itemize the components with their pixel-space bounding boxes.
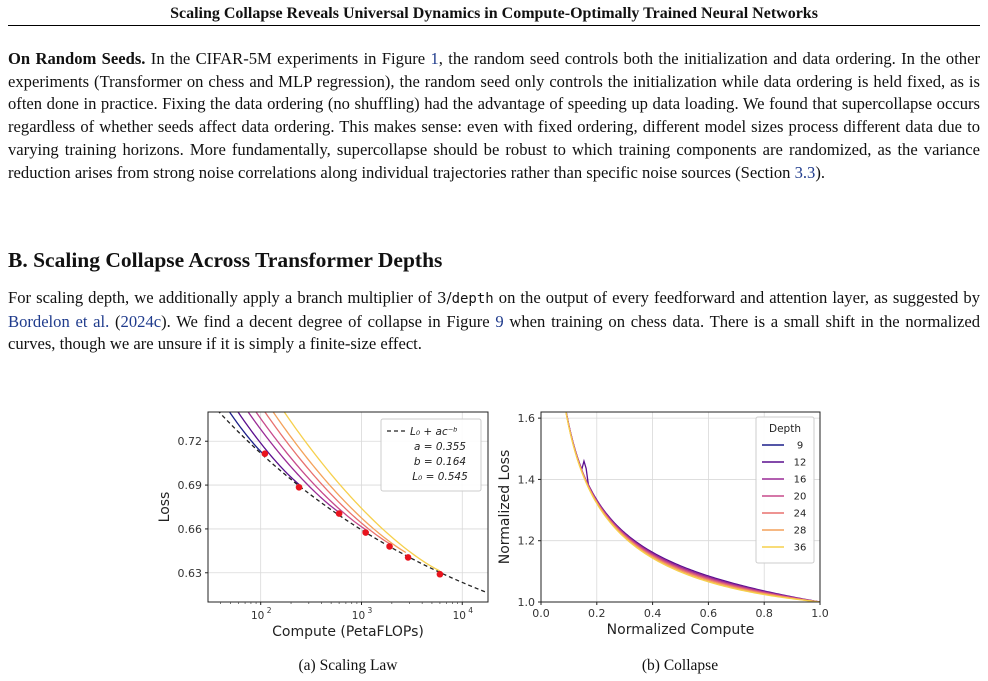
compute-optimal-point: [262, 450, 269, 457]
section-ref-link[interactable]: 3.3: [794, 162, 816, 182]
compute-optimal-point: [336, 510, 343, 517]
legend-label-depth-12: 12: [793, 457, 807, 469]
x-tick-label: 0.2: [588, 607, 606, 620]
compute-optimal-point: [362, 529, 369, 536]
running-title: Scaling Collapse Reveals Universal Dynamics in Compute-Optimally Trained Neural Networks: [170, 5, 818, 22]
x-tick-label: 10: [452, 610, 466, 622]
legend-b: [756, 417, 814, 563]
collapse-chart: [497, 395, 829, 638]
x-tick-exponent: 2: [266, 606, 272, 615]
paragraph-text: when training on chess data. There is a small shift in the normalized curves, though we are unsure if it is simply a finite-size effect.: [8, 311, 980, 354]
figure-9: [0, 395, 988, 681]
compute-optimal-point: [296, 484, 303, 491]
legend-label-depth-28: 28: [793, 525, 807, 537]
y-tick-label: 0.72: [177, 435, 202, 449]
y-tick-label: 0.66: [177, 522, 202, 536]
y-tick-label: 1.6: [517, 412, 535, 426]
legend-label-depth-16: 16: [793, 474, 807, 486]
x-axis-label-b: Normalized Compute: [606, 622, 755, 638]
figure-plots: [0, 395, 988, 655]
x-tick-label: 0.8: [755, 607, 773, 620]
legend-fit-formula: L₀ + ac⁻ᵇ: [410, 426, 458, 438]
paragraph-text: ).: [815, 162, 826, 182]
y-tick-label: 0.63: [177, 566, 202, 580]
paragraph-lead: On Random Seeds.: [8, 49, 146, 68]
x-tick-exponent: 4: [468, 606, 474, 615]
figure-ref-link[interactable]: 9: [495, 311, 504, 331]
x-tick-label: 1.0: [811, 607, 829, 620]
scaling-law-chart: [157, 395, 488, 640]
random-seeds-paragraph: [8, 48, 980, 184]
x-tick-exponent: 3: [367, 606, 373, 615]
math-inline-depth: depth: [451, 291, 494, 307]
legend-label-depth-20: 20: [793, 491, 807, 503]
legend-L0-value: L₀ = 0.545: [412, 471, 468, 483]
paragraph-text: (: [109, 311, 121, 331]
math-inline: 3/: [436, 289, 452, 307]
paragraph-text: ). We find a decent degree of collapse in Figure: [161, 311, 496, 331]
legend-title: Depth: [769, 423, 801, 435]
y-axis-label-b: Normalized Loss: [497, 449, 513, 565]
compute-optimal-point: [437, 571, 444, 578]
legend-b-value: b = 0.164: [413, 456, 467, 468]
x-tick-label: 0.4: [643, 607, 662, 620]
figure-ref-link[interactable]: 1: [430, 49, 439, 68]
citation-link[interactable]: Bordelon et al.: [8, 311, 110, 331]
y-axis-label-a: Loss: [157, 491, 173, 523]
section-title: B. Scaling Collapse Across Transformer Depths: [8, 248, 443, 272]
y-tick-label: 1.0: [517, 596, 535, 609]
x-axis-label-a: Compute (PetaFLOPs): [272, 624, 424, 640]
caption-a: (a) Scaling Law: [298, 657, 398, 674]
y-tick-label: 1.2: [517, 534, 535, 548]
depth-paragraph: [8, 287, 980, 356]
x-tick-label: 0.0: [532, 607, 550, 620]
paragraph-text: For scaling depth, we additionally apply a branch multiplier of: [8, 288, 437, 307]
legend-label-depth-9: 9: [796, 440, 804, 452]
training-curve-depth-20: [216, 395, 366, 530]
paragraph-text: In the CIFAR-5M experiments in Figure: [145, 49, 431, 68]
x-tick-label: 0.6: [699, 607, 718, 620]
caption-b: (b) Collapse: [641, 657, 719, 674]
compute-optimal-point: [386, 543, 393, 550]
legend-a: [381, 419, 481, 491]
compute-optimal-point: [405, 554, 412, 561]
citation-year-link[interactable]: 2024c: [120, 311, 162, 331]
legend-label-depth-36: 36: [793, 542, 807, 554]
legend-box: [756, 417, 814, 563]
y-tick-label: 0.69: [177, 479, 202, 493]
paragraph-text: , the random seed controls both the initialization and data ordering. In the other experiments (Transformer on chess and MLP regression), the random seed only controls the initialization while data ordering is held fixed, as is often done in practice. Fixing the data ordering (no shuffling) had the advantage of speeding up data loading. We found that supercollapse occurs regardless of whether seeds affect data ordering. This makes sense: even with fixed ordering, different model sizes process different data due to varying training horizons. More fundamentally, supercollapse should be robust to which training components are randomized, as the variance reduction arises from strong noise correlations along individual trajectories rather than specific noise sources (Section: [8, 49, 980, 182]
x-tick-label: 10: [351, 610, 366, 622]
header-rule: [8, 25, 980, 26]
legend-label-depth-24: 24: [793, 508, 807, 520]
y-tick-label: 1.4: [517, 473, 535, 487]
legend-a-value: a = 0.355: [414, 441, 466, 453]
x-tick-label: 10: [251, 610, 265, 622]
paragraph-text: on the output of every feedforward and attention layer, as suggested by: [493, 288, 981, 307]
